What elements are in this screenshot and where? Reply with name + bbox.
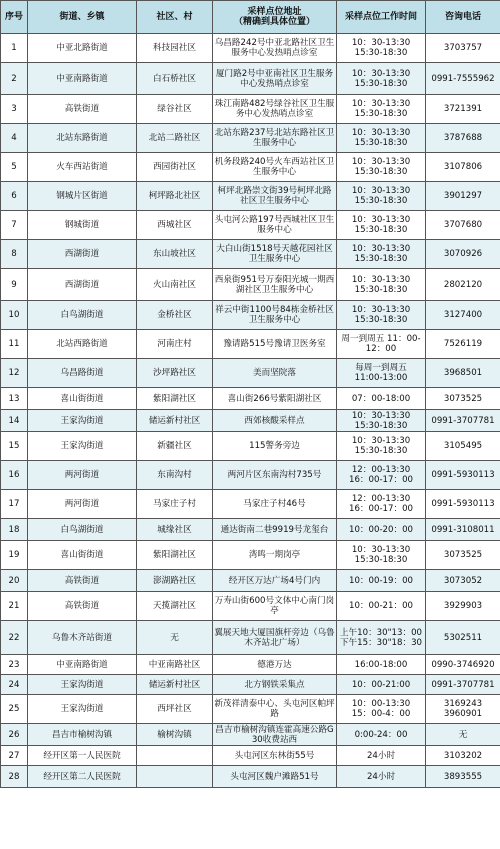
cell-community <box>137 766 213 788</box>
cell-address: 翼展天地大厦国旗杆旁边（乌鲁木齐站北广场） <box>213 621 337 655</box>
cell-community: 柯坪路北社区 <box>137 182 213 211</box>
cell-hours: 10：30-13:30 15:30-18:30 <box>337 211 426 240</box>
cell-phone: 3721391 <box>426 95 500 124</box>
cell-street: 高铁街道 <box>28 570 137 592</box>
table-row <box>1 211 500 240</box>
table-row <box>1 541 500 570</box>
table-row <box>1 388 500 410</box>
cell-address: 马家庄子村46号 <box>213 490 337 519</box>
cell-hours: 10：30-13:30 15:30-18:30 <box>337 95 426 124</box>
cell-address: 万寿山街600号文体中心南门岗亭 <box>213 592 337 621</box>
cell-address: 北站东路237号北站东路社区卫生服务中心 <box>213 124 337 153</box>
cell-phone: 3707680 <box>426 211 500 240</box>
cell-street: 王家沟街道 <box>28 410 137 432</box>
cell-index: 7 <box>1 211 28 240</box>
cell-street: 中亚北路街道 <box>28 34 137 63</box>
cell-index: 13 <box>1 388 28 410</box>
cell-index: 18 <box>1 519 28 541</box>
cell-community: 科技园社区 <box>137 34 213 63</box>
cell-address: 西郊核酸采样点 <box>213 410 337 432</box>
cell-street: 火车西站街道 <box>28 153 137 182</box>
cell-hours: 10：30-13:30 15:30-18:30 <box>337 240 426 269</box>
cell-address: 115警务旁边 <box>213 432 337 461</box>
cell-street: 西湖街道 <box>28 240 137 269</box>
table-row <box>1 695 500 724</box>
cell-community: 榆树沟镇 <box>137 724 213 746</box>
table-row <box>1 182 500 211</box>
cell-hours: 10：00-21：00 <box>337 592 426 621</box>
cell-phone: 3787688 <box>426 124 500 153</box>
cell-index: 15 <box>1 432 28 461</box>
cell-index: 22 <box>1 621 28 655</box>
cell-index: 5 <box>1 153 28 182</box>
header-community: 社区、村 <box>137 1 213 34</box>
cell-hours: 10：30-13:30 15:30-18:30 <box>337 541 426 570</box>
cell-address: 经开区万达广场4号门内 <box>213 570 337 592</box>
cell-community <box>137 746 213 766</box>
table-row <box>1 330 500 359</box>
table-row <box>1 410 500 432</box>
cell-phone: 3968501 <box>426 359 500 388</box>
cell-hours: 上午10：30"13：00 下午15：30"18：30 <box>337 621 426 655</box>
cell-phone: 3169243 3960901 <box>426 695 500 724</box>
cell-phone: 2802120 <box>426 269 500 301</box>
cell-community: 东南沟村 <box>137 461 213 490</box>
cell-phone: 7526119 <box>426 330 500 359</box>
cell-hours: 每周一到周五 11:00-13:00 <box>337 359 426 388</box>
cell-phone: 0991-5930113 <box>426 490 500 519</box>
cell-community: 白石桥社区 <box>137 63 213 95</box>
cell-street: 两河街道 <box>28 461 137 490</box>
cell-community: 紫阳湖社区 <box>137 388 213 410</box>
cell-street: 两河街道 <box>28 490 137 519</box>
cell-community: 新疆社区 <box>137 432 213 461</box>
table-row <box>1 269 500 301</box>
cell-phone: 3070926 <box>426 240 500 269</box>
cell-index: 20 <box>1 570 28 592</box>
cell-street: 高铁街道 <box>28 592 137 621</box>
cell-street: 中亚南路街道 <box>28 63 137 95</box>
cell-street: 白鸟湖街道 <box>28 301 137 330</box>
cell-address: 湾鸣一期岗亭 <box>213 541 337 570</box>
cell-hours: 10：00-21:00 <box>337 675 426 695</box>
table-row <box>1 519 500 541</box>
table-row <box>1 655 500 675</box>
cell-community: 储运新村社区 <box>137 410 213 432</box>
cell-street: 喜山街街道 <box>28 541 137 570</box>
cell-index: 23 <box>1 655 28 675</box>
cell-street: 王家沟街道 <box>28 432 137 461</box>
cell-street: 白鸟湖街道 <box>28 519 137 541</box>
cell-hours: 周一到周五 11：00- 12：00 <box>337 330 426 359</box>
cell-street: 北站东路街道 <box>28 124 137 153</box>
cell-address: 通达街南二巷9919号龙玺台 <box>213 519 337 541</box>
header-index: 序号 <box>1 1 28 34</box>
cell-community: 澎湖路社区 <box>137 570 213 592</box>
cell-community: 东山坡社区 <box>137 240 213 269</box>
cell-phone: 3703757 <box>426 34 500 63</box>
table-row <box>1 490 500 519</box>
cell-address: 喜山街266号紫阳湖社区 <box>213 388 337 410</box>
cell-address: 美而坚院落 <box>213 359 337 388</box>
cell-hours: 12：00-13:30 16：00-17：00 <box>337 461 426 490</box>
cell-index: 6 <box>1 182 28 211</box>
header-address: 采样点位地址 （精确到具体位置） <box>213 1 337 34</box>
cell-phone: 0991-3108011 <box>426 519 500 541</box>
cell-street: 经开区第一人民医院 <box>28 746 137 766</box>
table-row <box>1 592 500 621</box>
cell-community: 北站二路社区 <box>137 124 213 153</box>
cell-street: 高铁街道 <box>28 95 137 124</box>
cell-index: 10 <box>1 301 28 330</box>
cell-community: 天揽湖社区 <box>137 592 213 621</box>
cell-phone: 0991-5930113 <box>426 461 500 490</box>
cell-index: 1 <box>1 34 28 63</box>
cell-index: 24 <box>1 675 28 695</box>
cell-hours: 10：30-13:30 15:30-18:30 <box>337 432 426 461</box>
cell-hours: 10：00-13:30 15：00-4：00 <box>337 695 426 724</box>
cell-address: 头屯河公路197号西城社区卫生服务中心 <box>213 211 337 240</box>
table-row <box>1 675 500 695</box>
cell-address: 柯坪北路崇文街39号柯坪北路社区卫生服务中心 <box>213 182 337 211</box>
cell-community: 储运新村社区 <box>137 675 213 695</box>
cell-community: 中亚南路社区 <box>137 655 213 675</box>
cell-hours: 10：30-13:30 15:30-18:30 <box>337 301 426 330</box>
cell-phone: 3073525 <box>426 388 500 410</box>
cell-address: 头屯河区东林街55号 <box>213 746 337 766</box>
cell-index: 3 <box>1 95 28 124</box>
cell-index: 28 <box>1 766 28 788</box>
cell-phone: 0991-3707781 <box>426 410 500 432</box>
cell-phone: 无 <box>426 724 500 746</box>
cell-community: 西城社区 <box>137 211 213 240</box>
cell-hours: 10：00-20：00 <box>337 519 426 541</box>
cell-address: 西泉街951号万泰阳光城一期西湖社区卫生服务中心 <box>213 269 337 301</box>
cell-street: 乌昌路街道 <box>28 359 137 388</box>
cell-index: 26 <box>1 724 28 746</box>
table-row <box>1 240 500 269</box>
cell-index: 8 <box>1 240 28 269</box>
cell-hours: 0:00-24：00 <box>337 724 426 746</box>
cell-index: 4 <box>1 124 28 153</box>
table-row <box>1 724 500 746</box>
cell-address: 厦门路2号中亚南社区卫生服务中心发热哨点诊室 <box>213 63 337 95</box>
cell-street: 北站西路街道 <box>28 330 137 359</box>
cell-community: 金桥社区 <box>137 301 213 330</box>
cell-phone: 0991-3707781 <box>426 675 500 695</box>
cell-index: 12 <box>1 359 28 388</box>
cell-hours: 12：00-13:30 16：00-17：00 <box>337 490 426 519</box>
cell-index: 21 <box>1 592 28 621</box>
cell-hours: 10：30-13:30 15:30-18:30 <box>337 124 426 153</box>
cell-hours: 07：00-18:00 <box>337 388 426 410</box>
cell-street: 钢城片区街道 <box>28 182 137 211</box>
cell-phone: 5302511 <box>426 621 500 655</box>
cell-phone: 3107806 <box>426 153 500 182</box>
cell-index: 19 <box>1 541 28 570</box>
cell-phone: 3929903 <box>426 592 500 621</box>
cell-hours: 10：30-13:30 15:30-18:30 <box>337 153 426 182</box>
cell-index: 14 <box>1 410 28 432</box>
cell-address: 新茂祥清泰中心、头屯河区帕坪路 <box>213 695 337 724</box>
cell-address: 祥云中街1100号84栋金桥社区卫生服务中心 <box>213 301 337 330</box>
cell-address: 昌吉市榆树沟镇连霍高速公路G30收费站西 <box>213 724 337 746</box>
cell-phone: 3073525 <box>426 541 500 570</box>
cell-community: 河南庄村 <box>137 330 213 359</box>
table-row <box>1 153 500 182</box>
cell-index: 17 <box>1 490 28 519</box>
cell-street: 昌吉市榆树沟镇 <box>28 724 137 746</box>
cell-street: 喜山街街道 <box>28 388 137 410</box>
header-street: 街道、乡镇 <box>28 1 137 34</box>
cell-index: 25 <box>1 695 28 724</box>
cell-phone: 3073052 <box>426 570 500 592</box>
cell-address: 豫请路515号豫请卫医务室 <box>213 330 337 359</box>
cell-community: 绿谷社区 <box>137 95 213 124</box>
cell-hours: 10：30-13:30 15:30-18:30 <box>337 182 426 211</box>
table-row <box>1 63 500 95</box>
cell-index: 2 <box>1 63 28 95</box>
cell-address: 机务段路240号火车西站社区卫生服务中心 <box>213 153 337 182</box>
cell-street: 中亚南路街道 <box>28 655 137 675</box>
table-row <box>1 301 500 330</box>
cell-address: 大白山街1518号天越花园社区卫生服务中心 <box>213 240 337 269</box>
cell-street: 钢城街道 <box>28 211 137 240</box>
cell-hours: 10：30-13:30 15:30-18:30 <box>337 410 426 432</box>
table-header-row <box>1 1 500 34</box>
cell-phone: 3901297 <box>426 182 500 211</box>
table-row <box>1 34 500 63</box>
cell-phone: 0990-3746920 <box>426 655 500 675</box>
table-row <box>1 621 500 655</box>
cell-phone: 3893555 <box>426 766 500 788</box>
cell-address: 乌昌路242号中亚北路社区卫生服务中心发热哨点诊室 <box>213 34 337 63</box>
cell-phone: 0991-7555962 <box>426 63 500 95</box>
cell-phone: 3105495 <box>426 432 500 461</box>
cell-address: 北方钢铁采集点 <box>213 675 337 695</box>
cell-community: 城缘社区 <box>137 519 213 541</box>
cell-hours: 10：30-13:30 15:30-18:30 <box>337 34 426 63</box>
cell-index: 9 <box>1 269 28 301</box>
cell-community: 西园街社区 <box>137 153 213 182</box>
cell-hours: 24小时 <box>337 746 426 766</box>
header-phone: 咨询电话 <box>426 1 500 34</box>
cell-phone: 3103202 <box>426 746 500 766</box>
table-row <box>1 124 500 153</box>
cell-community: 马家庄子村 <box>137 490 213 519</box>
cell-hours: 10：00-19：00 <box>337 570 426 592</box>
cell-address: 头屯河区魏户滩路51号 <box>213 766 337 788</box>
cell-index: 11 <box>1 330 28 359</box>
table-row <box>1 746 500 766</box>
cell-community: 火山南社区 <box>137 269 213 301</box>
cell-address: 两河片区东南沟村735号 <box>213 461 337 490</box>
cell-street: 乌鲁木齐站街道 <box>28 621 137 655</box>
cell-street: 西湖街道 <box>28 269 137 301</box>
table-row <box>1 570 500 592</box>
cell-hours: 16:00-18:00 <box>337 655 426 675</box>
table-row <box>1 359 500 388</box>
cell-community: 沙坪路社区 <box>137 359 213 388</box>
cell-index: 16 <box>1 461 28 490</box>
table-row <box>1 766 500 788</box>
cell-address: 德港万达 <box>213 655 337 675</box>
cell-phone: 3127400 <box>426 301 500 330</box>
cell-hours: 10：30-13:30 15:30-18:30 <box>337 269 426 301</box>
cell-address: 珠江南路482号绿谷社区卫生服务中心发热哨点诊室 <box>213 95 337 124</box>
header-hours: 采样点位工作时间 <box>337 1 426 34</box>
cell-community: 紫阳湖社区 <box>137 541 213 570</box>
cell-street: 王家沟街道 <box>28 695 137 724</box>
cell-community: 无 <box>137 621 213 655</box>
table-row <box>1 461 500 490</box>
cell-street: 王家沟街道 <box>28 675 137 695</box>
table-row <box>1 432 500 461</box>
cell-community: 西坪社区 <box>137 695 213 724</box>
cell-street: 经开区第二人民医院 <box>28 766 137 788</box>
table-row <box>1 95 500 124</box>
cell-hours: 10：30-13:30 15:30-18:30 <box>337 63 426 95</box>
cell-hours: 24小时 <box>337 766 426 788</box>
cell-index: 27 <box>1 746 28 766</box>
